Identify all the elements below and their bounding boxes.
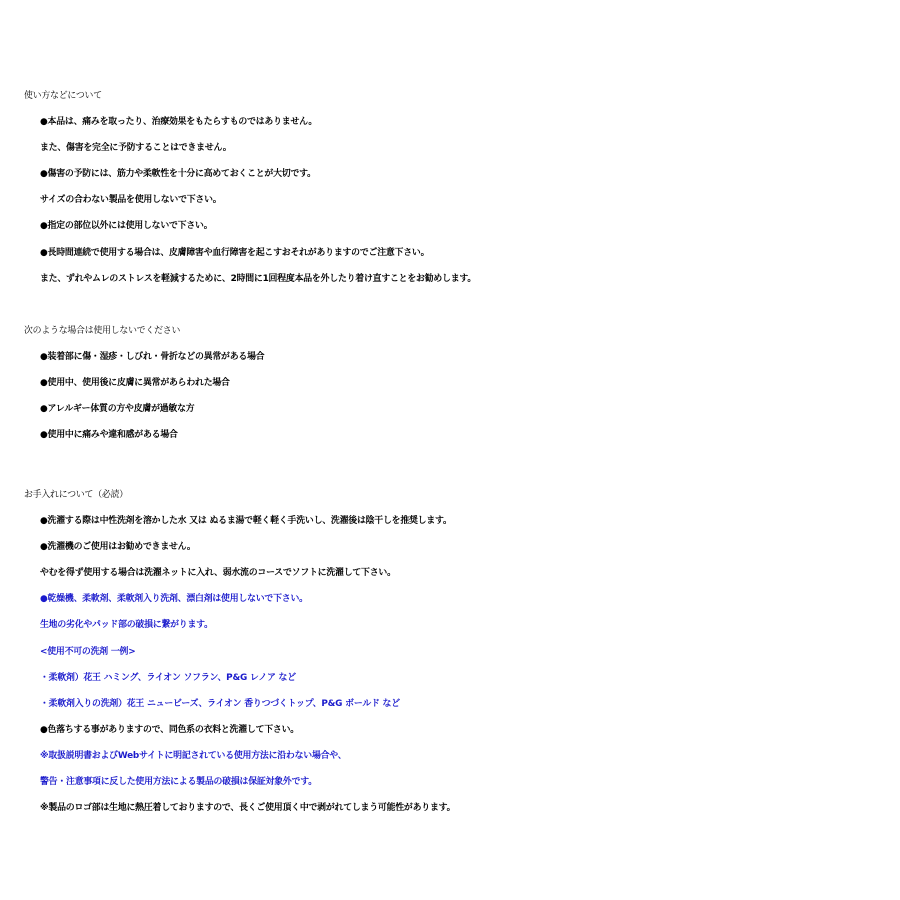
note-line: ※製品のロゴ部は生地に熱圧着しておりますので、長くご使用頂く中で剥がれてしまう可能性があります。 [40,803,456,814]
note-line: ●使用中に痛みや違和感がある場合 [40,430,178,441]
note-line: ●本品は、痛みを取ったり、治療効果をもたらすものではありません。 [40,117,317,128]
note-line: ●長時間連続で使用する場合は、皮膚障害や血行障害を起こすおそれがありますのでご注意下さい。 [40,247,430,258]
note-line: ●使用中、使用後に皮膚に異常があらわれた場合 [40,378,230,389]
warning-line: <使用不可の洗剤 一例> [40,646,136,657]
warning-line: ・柔軟剤）花王 ハミング、ライオン ソフラン、P&G レノア など [40,672,296,683]
note-line: やむを得ず使用する場合は洗濯ネットに入れ、弱水流のコースでソフトに洗濯して下さい。 [40,568,396,579]
note-line: ●アレルギー体質の方や皮膚が過敏な方 [40,404,195,415]
warning-line: 警告・注意事項に反した使用方法による製品の破損は保証対象外です。 [40,777,317,788]
warning-line: ・柔軟剤入りの洗剤）花王 ニュービーズ、ライオン 香りつづくトップ、P&G ボールド など [40,698,400,709]
note-line: サイズの合わない製品を使用しないで下さい。 [40,195,222,206]
note-line: また、傷害を完全に予防することはできません。 [40,143,232,154]
section-do-not-use [0,318,900,448]
note-line: ●装着部に傷・湿疹・しびれ・骨折などの異常がある場合 [40,352,265,363]
warning-line: 生地の劣化やパッド部の破損に繋がります。 [40,620,213,631]
section-care [0,482,900,821]
note-line: また、ずれやムレのストレスを軽減するために、2時間に1回程度本品を外したり着け直すことをお勧めします。 [40,273,477,284]
note-line: ●指定の部位以外には使用しないで下さい。 [40,221,213,232]
section-heading: 次のような場合は使用しないでください [24,326,181,336]
note-line: ●洗濯機のご使用はお勧めできません。 [40,542,196,553]
note-line: ●傷害の予防には、筋力や柔軟性を十分に高めておくことが大切です。 [40,169,316,180]
note-line: ●洗濯する際は中性洗剤を溶かした水 又は ぬるま湯で軽く軽く手洗いし、洗濯後は陰干しを推奨します。 [40,516,452,527]
warning-line: ※取扱説明書およびWebサイトに明記されている使用方法に沿わない場合や、 [40,750,347,761]
note-line: ●色落ちする事がありますので、同色系の衣料と洗濯して下さい。 [40,724,299,735]
warning-line: ●乾燥機、柔軟剤、柔軟剤入り洗剤、漂白剤は使用しないで下さい。 [40,594,308,605]
section-heading: 使い方などについて [24,91,102,101]
section-usage [0,83,900,292]
section-heading: お手入れについて（必読） [24,490,128,500]
